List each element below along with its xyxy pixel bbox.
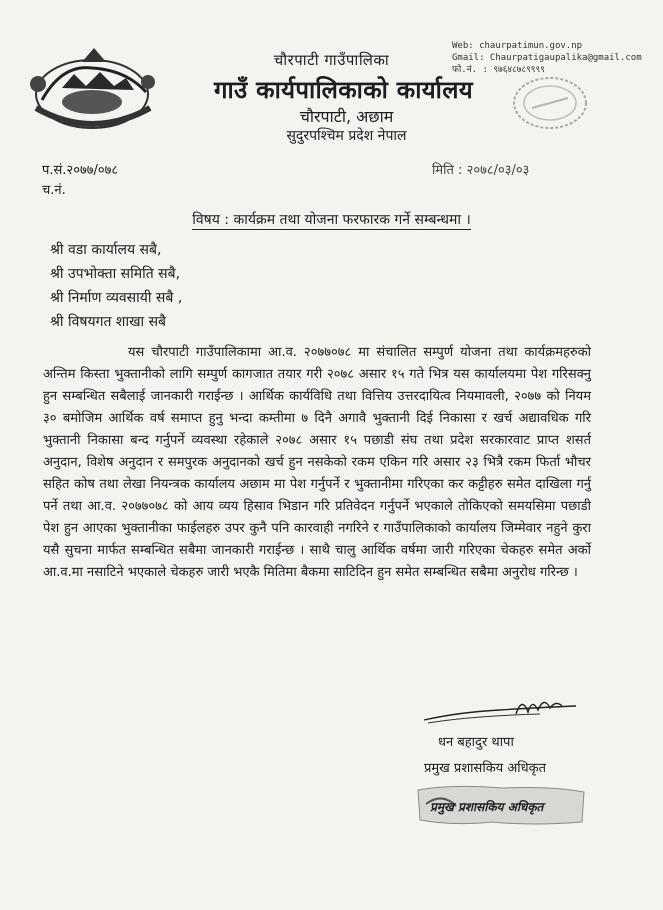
contact-gmail: Gmail: Chaurpatigaupalika@gmail.com — [452, 53, 642, 63]
municipality-name: चौरपाटी गाउँपालिका — [273, 51, 390, 69]
letter-body: यस चौरपाटी गाउँपालिकामा आ.व. २०७७०७८ मा संचालित सम्पुर्ण योजना तथा कार्यक्रमहरुको अन्तिम किस्ता भुक्तानीको लागि सम्पुर्ण कागजात तयार गरी २०७८ असार १५ गते भित्र यस कार्यालयमा पेश गरिसक्नु हुन सम्बन्धित सबैलाई जानकारी गराईन्छ । आर्थिक कार्यविधि तथा वित्तिय उत्तरदायित्व नियमावली, २०७७ को नियम ३० बमोजिम आर्थिक वर्ष समाप्त हुनु भन्दा कम्तीमा ७ दिनै अगावै भुक्तानी दिई निकासा र खर्च अद्यावधिक गरि भुक्तानी निकासा बन्द गर्नुपर्ने व्यवस्था रहेकाले २०७८ असार १५ पछाडी संघ तथा प्रदेश सरकारवाट प्राप्त शसर्त अनुदान, विशेष अनुदान र समपुरक अनुदानको खर्च हुन नसकेको रकम एकिन गरि असार २३ भित्रै रकम फिर्ता भौचर सहित कोष तथा लेखा नियन्त्रक कार्यालय अछाम मा पेश गर्नुपर्ने र भुक्तानीमा गरिएका कर कट्टीहरु समेत दाखिला गर्नु पर्ने तथा आ.व. २०७७०७८ को आय व्यय हिसाव भिडान गरि प्रतिवेदन गर्नुपर्ने भएकाले तोकिएको समयसिमा पछाडी पेश हुन आएका भुक्तानीका फाईलहरु उपर कुनै पनि कारवाही नगरिने र गाउँपालिकाको कार्यालय जिम्मेवार नहुने कुरा यसै सुचना मार्फत सम्बन्धित सबैमा जानकारी गराईन्छ । साथै चालु आर्थिक वर्षमा जारी गरिएका चेकहरु समेत अर्को आ.व.मा नसाटिने भएकाले चेकहरु जारी भएकै मितिमा बैकमा साटिदिन हुन समेत सम्बन्धित सबैमा अनुरोध गरिन्छ । — [43, 345, 591, 580]
dispatch-number: च.नं. — [42, 183, 66, 198]
subject-text: कार्यक्रम तथा योजना फरफारक गर्ने सम्बन्धमा । — [233, 212, 471, 228]
office-title: गाउँ कार्यपालिकाको कार्यालय — [214, 76, 473, 104]
office-location: चौरपाटी, अछाम — [299, 107, 394, 126]
seal-designation: प्रमुख प्रशासकिय अधिकृत — [430, 800, 544, 814]
contact-phone: फो.नं. : ९७६४८७८९९९९ — [452, 65, 545, 75]
signatory-designation: प्रमुख प्रशासकिय अधिकृत — [424, 761, 547, 776]
contact-block — [452, 40, 657, 76]
recipient-item: श्री वडा कार्यालय सबै, — [50, 242, 162, 258]
subject-underlined — [192, 212, 471, 230]
signatory-name: धन बहादुर थापा — [438, 735, 514, 750]
signature-scribble-icon — [420, 692, 580, 726]
letter-date: मिति : २०७८/०३/०३ — [432, 163, 530, 178]
recipient-item: श्री उपभोक्ता समिति सबै, — [50, 266, 181, 282]
contact-web: Web: chaurpatimun.gov.np — [452, 41, 583, 51]
recipient-item: श्री निर्माण व्यवसायी सबै , — [50, 290, 183, 306]
recipient-list — [50, 238, 450, 334]
reference-number: प.सं.२०७७/०७८ — [42, 163, 119, 178]
subject-label: विषय : — [192, 212, 230, 228]
subject-line — [0, 210, 663, 229]
office-province: सुदुरपश्चिम प्रदेश नेपाल — [286, 128, 407, 144]
faded-stamp-icon — [510, 74, 590, 132]
recipient-item: श्री विषयगत शाखा सबै — [50, 314, 167, 330]
